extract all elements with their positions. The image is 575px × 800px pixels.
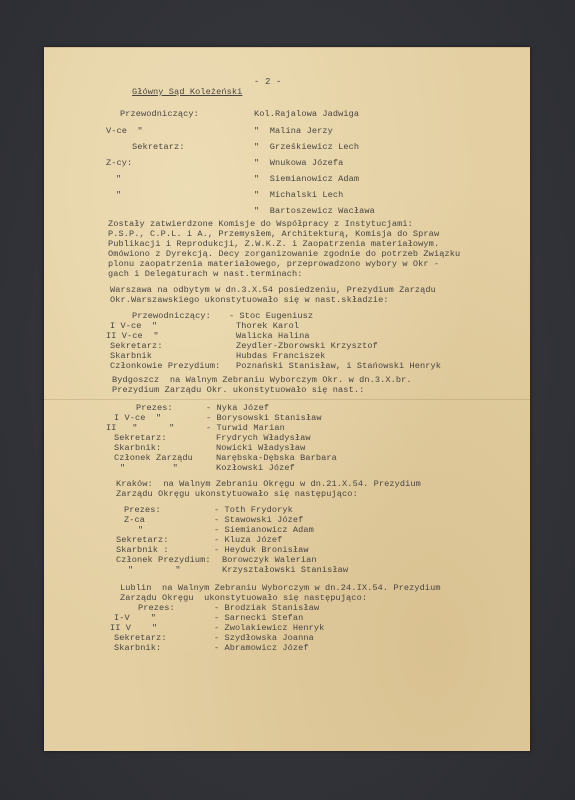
member-role: Sekretarz: [132, 142, 185, 152]
section-intro-line: Warszawa na odbytym w dn.3.X.54 posiedzeniu, Prezydium Zarządu [110, 285, 436, 295]
member-name: - Toth Frydoryk [214, 505, 293, 515]
member-role: " " [128, 565, 181, 575]
member-name: " Bartoszewicz Wacława [254, 206, 375, 216]
member-role: II " " [106, 423, 175, 433]
member-name: - Sarnecki Stefan [214, 613, 304, 623]
member-name: - Nyka Józef [206, 403, 270, 413]
member-name: - Heyduk Bronisław [214, 545, 309, 555]
member-name: Borowczyk Walerian [222, 555, 317, 565]
section-intro-line: Zarządu Okręgu ukonstytuowało się następująco: [120, 593, 368, 603]
member-role: Członek Zarządu [114, 453, 193, 463]
member-name: Nowicki Władysław [216, 443, 306, 453]
member-role: " [116, 174, 122, 184]
member-name: - Kluza Józef [214, 535, 283, 545]
member-name: - Turwid Marian [206, 423, 285, 433]
member-name: Kozłowski Józef [216, 463, 295, 473]
member-role: I V-ce " [110, 321, 158, 331]
member-role: Skarbnik : [116, 545, 169, 555]
member-role: Przewodniczący: [132, 311, 211, 321]
member-name: - Szydłowska Joanna [214, 633, 314, 643]
member-role: II V " [110, 623, 158, 633]
member-name: Kol.Rajalowa Jadwiga [254, 109, 360, 119]
member-name: - Zwolakiewicz Henryk [214, 623, 325, 633]
member-name: Narębska-Dębska Barbara [216, 453, 337, 463]
member-name: " Grześkiewicz Lech [254, 142, 360, 152]
member-role: Sekretarz: [114, 433, 167, 443]
section-intro-line: Okr.Warszawskiego ukonstytuowało się w nast.składzie: [110, 295, 389, 305]
member-role: Skarbnik: [114, 443, 162, 453]
member-name: - Siemianowicz Adam [214, 525, 314, 535]
member-role: Członek Prezydium: [116, 555, 211, 565]
member-name: - Brodziak Stanisław [214, 603, 320, 613]
member-role: Sekretarz: [110, 341, 163, 351]
member-role: Sekretarz: [114, 633, 167, 643]
document-page [44, 47, 530, 751]
section-intro-line: Bydgoszcz na Walnym Zebraniu Wyborczym Okr. w dn.3.X.br. [112, 375, 412, 385]
typewritten-text [44, 47, 530, 751]
member-role: I-V " [114, 613, 157, 623]
member-name: Thorek Karol [236, 321, 300, 331]
member-role: Z-cy: [106, 158, 133, 168]
member-role: Skarbnik: [114, 643, 162, 653]
member-name: Walicka Halina [236, 331, 310, 341]
member-name: " Siemianowicz Adam [254, 174, 360, 184]
member-name: Krzyształowski Stanisław [222, 565, 349, 575]
member-role: Z-ca [124, 515, 146, 525]
member-name: - Stawowski Józef [214, 515, 304, 525]
paragraph-line: plonu zaopatrzenia materiałowego, przeprowadzono wybory w Okr - [108, 259, 440, 269]
member-role: Sekretarz: [116, 535, 169, 545]
paragraph-line: P.S.P., C.P.L. i A., Przemysłem, Architekturą, Komisja do Spraw [108, 229, 440, 239]
member-name: - Stoc Eugeniusz [229, 311, 314, 321]
section-intro-line: Prezydium Zarządu Okr. ukonstytuowało się nast.: [112, 385, 365, 395]
section-intro-line: Lublin na Walnym Zebraniu Wyborczym w dn.24.IX.54. Prezydium [120, 583, 441, 593]
member-role: II V-ce " [106, 331, 159, 341]
page-number: - 2 - [254, 77, 282, 87]
member-role: " [138, 525, 144, 535]
paragraph-line: Omówiono z Dyrekcją. Decy zorganizowanie zgodnie do potrzeb Związku [108, 249, 461, 259]
paragraph-line: Zostały zatwierdzone Komisje do Współpracy z Instytucjami: [108, 219, 413, 229]
member-role: Prezes: [124, 505, 161, 515]
member-name: Poznański Stanisław, i Stańowski Henryk [236, 361, 442, 371]
paragraph-line: Publikacji i Reprodukcji, Z.W.K.Z. i Zaopatrzenia materiałowym. [108, 239, 440, 249]
member-role: Przewodniczący: [120, 109, 199, 119]
paragraph-line: gach i Delegaturach w nast.terminach: [108, 269, 303, 279]
section-heading: Główny Sąd Koleżeński [132, 87, 243, 97]
member-role: " [116, 190, 122, 200]
member-name: " Michalski Lech [254, 190, 344, 200]
section-intro-line: Kraków: na Walnym Zebraniu Okręgu w dn.21.X.54. Prezydium [116, 479, 421, 489]
member-role: Skarbnik [110, 351, 153, 361]
member-role: Członkowie Prezydium: [110, 361, 221, 371]
member-role: Prezes: [138, 603, 175, 613]
member-name: Frydrych Władysław [216, 433, 311, 443]
member-name: " Wnukowa Józefa [254, 158, 344, 168]
member-name: - Abramowicz Józef [214, 643, 309, 653]
member-name: Zeydler-Zborowski Krzysztof [236, 341, 378, 351]
member-role: I V-ce " [114, 413, 162, 423]
member-name: Hubdas Franciszek [236, 351, 326, 361]
member-name: " Malina Jerzy [254, 126, 333, 136]
section-intro-line: Zarządu Okręgu ukonstytuowało się następująco: [116, 489, 358, 499]
member-role: Prezes: [136, 403, 173, 413]
member-role: " " [120, 463, 178, 473]
member-role: V-ce " [106, 126, 143, 136]
member-name: - Borysowski Stanisław [206, 413, 322, 423]
